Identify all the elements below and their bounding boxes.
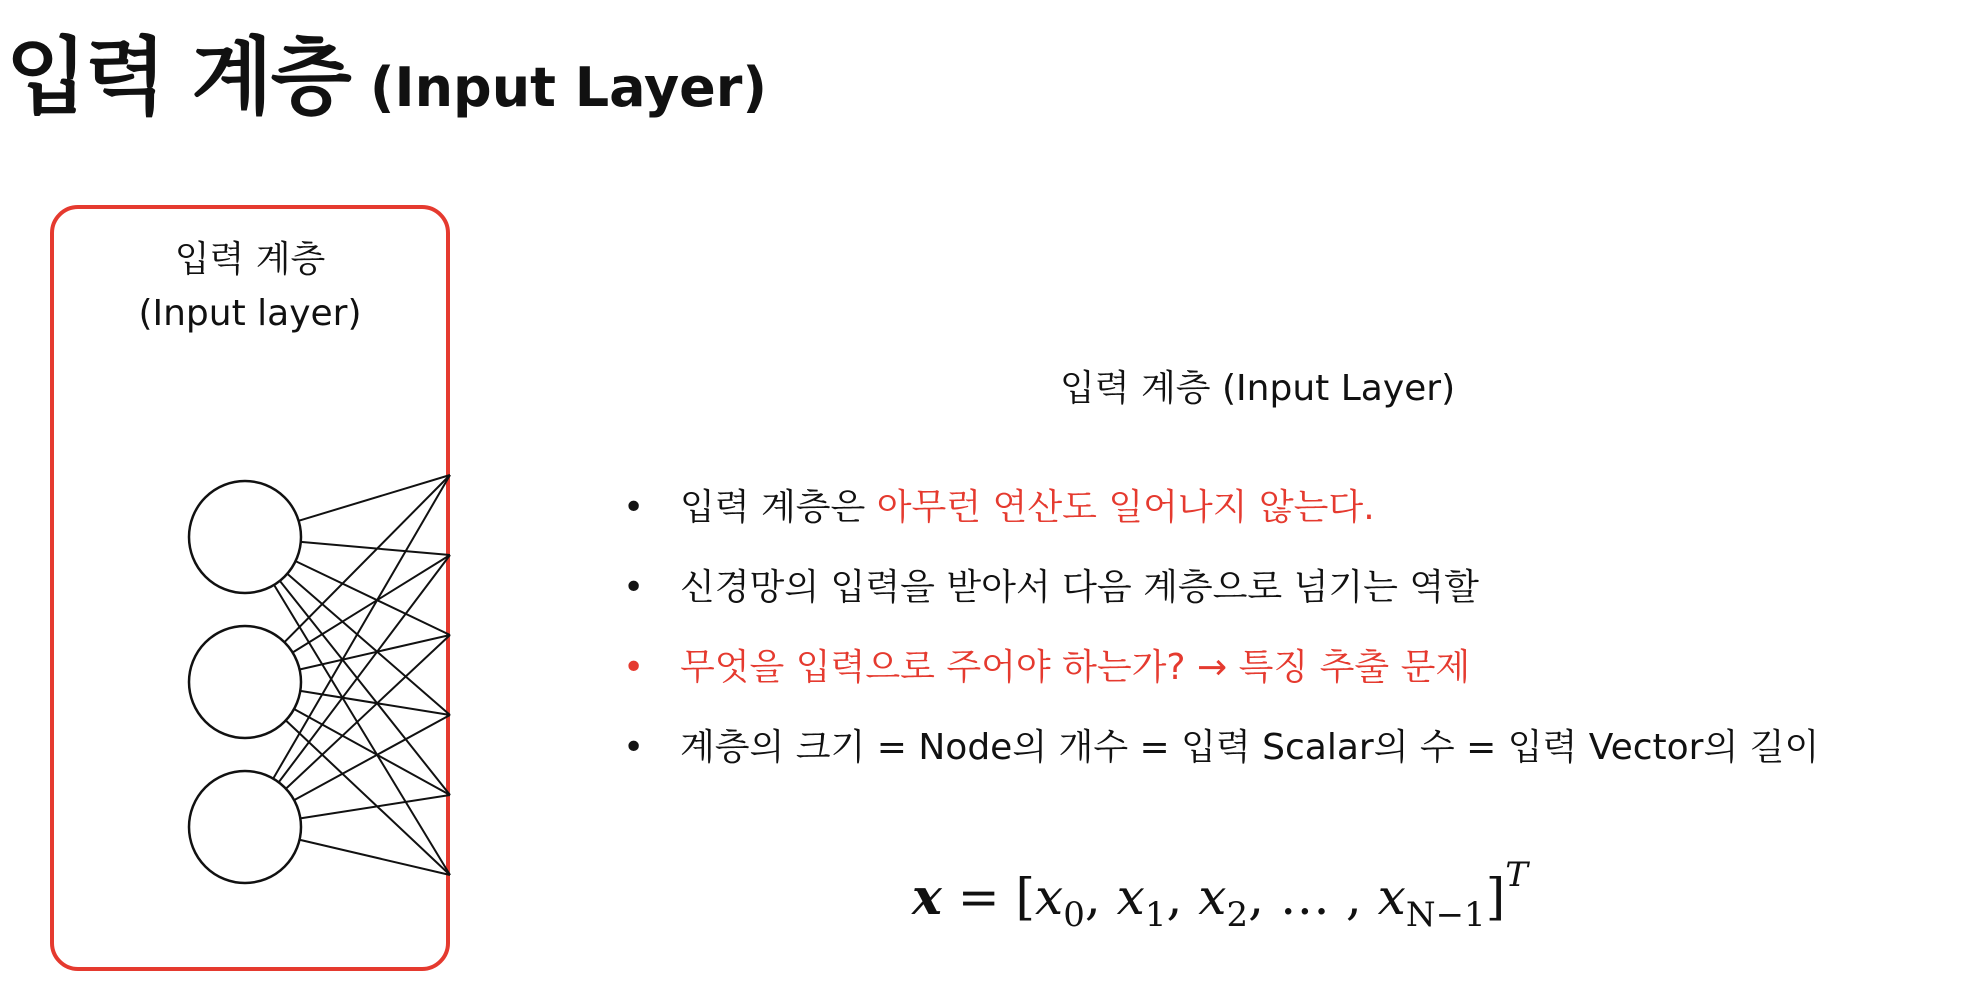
bullet-text: 무엇을 입력으로 주어야 하는가? → 특징 추출 문제 [680,647,1471,688]
formula-equals: = [ [941,868,1036,926]
bullet-item-highlighted [618,638,1819,718]
bullet-item [618,558,1819,638]
bullet-text: 신경망의 입력을 받아서 다음 계층으로 넘기는 역할 [680,567,1479,608]
connection-line [301,542,450,555]
connection-line [286,720,450,875]
bullet-symbol: • [623,567,645,608]
input-node [189,626,301,738]
connection-line [294,709,450,795]
bullet-highlight-text: 아무런 연산도 일어나지 않는다. [876,487,1375,528]
slide-title-korean: 입력 계층 [6,28,350,126]
input-vector-formula: $x = [x_0$, $x_1$, $x_2$, … , $x_{N-1}]^T$ [912,855,1528,935]
connection-line [300,795,450,818]
input-node [189,771,301,883]
formula-ellipsis: , … , [1248,868,1378,926]
bullet-item [618,718,1819,798]
bullet-symbol: • [623,487,645,528]
bullet-item [618,478,1819,558]
bullet-text: 계층의 크기 = Node의 개수 = 입력 Scalar의 수 = 입력 Vector의 길이 [680,727,1820,768]
connection-line [293,555,450,653]
bullet-symbol: • [623,727,645,768]
formula-sub: 1 [1144,895,1167,935]
formula-var: x [1198,868,1227,926]
content-subtitle: 입력 계층 (Input Layer) [1060,368,1456,409]
formula-close: ] [1485,868,1506,926]
formula-sub: 0 [1063,895,1085,935]
formula-sub: 2 [1226,895,1249,935]
connection-line [300,840,450,875]
connection-line [300,635,450,669]
slide-title-english: (Input Layer) [369,56,768,119]
network-nodes [189,481,301,883]
input-layer-label-english: (Input layer) [138,293,362,334]
bullet-text: 입력 계층은 [680,487,877,528]
connection-line [296,561,450,635]
formula-var: x [1377,868,1406,926]
formula-var: x [1116,868,1145,926]
connection-line [294,715,450,800]
formula-lhs: x [912,867,942,926]
input-node [189,481,301,593]
formula-sub: N−1 [1405,895,1486,935]
formula-transpose: T [1505,855,1528,895]
formula-var: x [1035,868,1064,926]
bullet-symbol: • [623,647,645,688]
bullet-list [618,478,1819,798]
input-layer-label-korean: 입력 계층 [174,239,326,280]
connection-line [280,581,450,795]
